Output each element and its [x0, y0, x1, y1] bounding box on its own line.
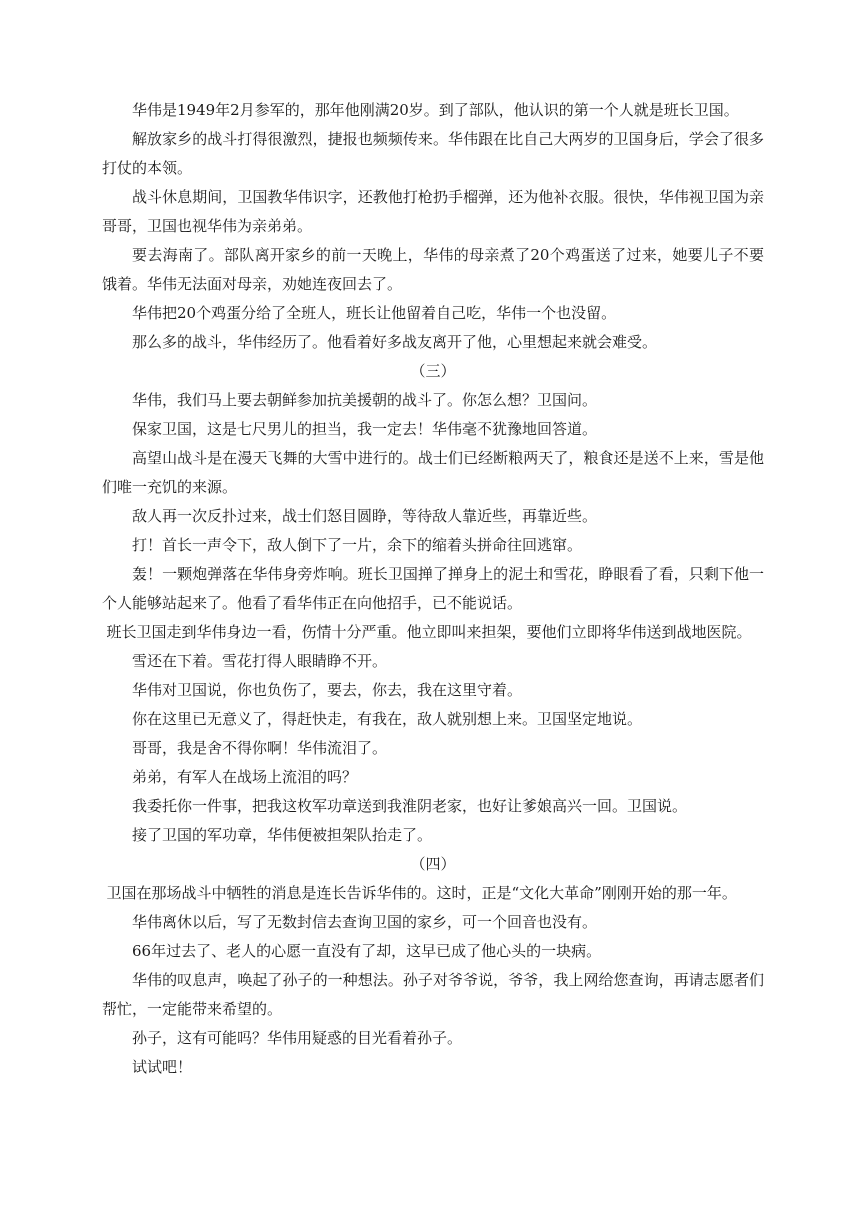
paragraph: 华伟离休以后，写了无数封信去查询卫国的家乡，可一个回音也没有。: [132, 913, 598, 931]
paragraph: 华伟，我们马上要去朝鲜参加抗美援朝的战斗了。你怎么想？卫国问。: [132, 391, 598, 409]
paragraph: 战斗休息期间，卫国教华伟识字，还教他打枪扔手榴弹，还为他补衣服。很快，华伟视卫国为亲哥哥，卫国也视华伟为亲弟弟。: [102, 188, 764, 235]
paragraph: 卫国在那场战斗中牺牲的消息是连长告诉华伟的。这时，正是“文化大革命”刚刚开始的那一年。: [106, 884, 737, 902]
paragraph: 高望山战斗是在漫天飞舞的大雪中进行的。战士们已经断粮两天了，粮食还是送不上来，雪是他们唯一充饥的来源。: [102, 449, 764, 496]
paragraph: 孙子，这有可能吗？华伟用疑惑的目光看着孙子。: [132, 1029, 463, 1047]
paragraph: 接了卫国的军功章，华伟便被担架队抬走了。: [132, 826, 433, 844]
paragraph: 保家卫国，这是七尺男儿的担当，我一定去！华伟毫不犹豫地回答道。: [132, 420, 598, 438]
paragraph: 哥哥，我是舍不得你啊！华伟流泪了。: [132, 739, 388, 757]
document-body: [102, 96, 764, 1082]
paragraph: 你在这里已无意义了，得赶快走，有我在，敌人就别想上来。卫国坚定地说。: [132, 710, 643, 728]
paragraph: 解放家乡的战斗打得很激烈，捷报也频频传来。华伟跟在比自己大两岁的卫国身后，学会了很多打仗的本领。: [102, 130, 764, 177]
paragraph: 那么多的战斗，华伟经历了。他看着好多战友离开了他，心里想起来就会难受。: [132, 333, 658, 351]
paragraph: 华伟把20个鸡蛋分给了全班人，班长让他留着自己吃，华伟一个也没留。: [132, 304, 617, 322]
paragraph: 要去海南了。部队离开家乡的前一天晚上，华伟的母亲煮了20个鸡蛋送了过来，她要儿子不要饿着。华伟无法面对母亲，劝她连夜回去了。: [102, 246, 764, 293]
paragraph: 华伟对卫国说，你也负伤了，要去，你去，我在这里守着。: [132, 681, 523, 699]
paragraph: 打！首长一声令下，敌人倒下了一片，余下的缩着头拼命往回逃窜。: [132, 536, 583, 554]
paragraph: 华伟是1949年2月参军的，那年他刚满20岁。到了部队，他认识的第一个人就是班长卫国。: [132, 101, 739, 119]
paragraph: 66年过去了、老人的心愿一直没有了却，这早已成了他心头的一块病。: [132, 942, 602, 960]
paragraph: 轰！一颗炮弹落在华伟身旁炸响。班长卫国掸了掸身上的泥土和雪花，睁眼看了看，只剩下他一个人能够站起来了。他看了看华伟正在向他招手，已不能说话。: [102, 565, 764, 612]
section-heading: （三）: [410, 362, 456, 380]
paragraph: 雪还在下着。雪花打得人眼睛睁不开。: [132, 652, 388, 670]
paragraph: 我委托你一件事，把我这枚军功章送到我淮阴老家，也好让爹娘高兴一回。卫国说。: [132, 797, 688, 815]
paragraph: 试试吧！: [132, 1058, 193, 1076]
section-heading: （四）: [410, 855, 456, 873]
paragraph: 敌人再一次反扑过来，战士们怒目圆睁，等待敌人靠近些，再靠近些。: [132, 507, 598, 525]
paragraph: 班长卫国走到华伟身边一看，伤情十分严重。他立即叫来担架，要他们立即将华伟送到战地医院。: [106, 623, 752, 641]
paragraph: 华伟的叹息声，唤起了孙子的一种想法。孙子对爷爷说，爷爷，我上网给您查询，再请志愿者们帮忙，一定能带来希望的。: [102, 971, 764, 1018]
paragraph: 弟弟，有军人在战场上流泪的吗？: [132, 768, 358, 786]
